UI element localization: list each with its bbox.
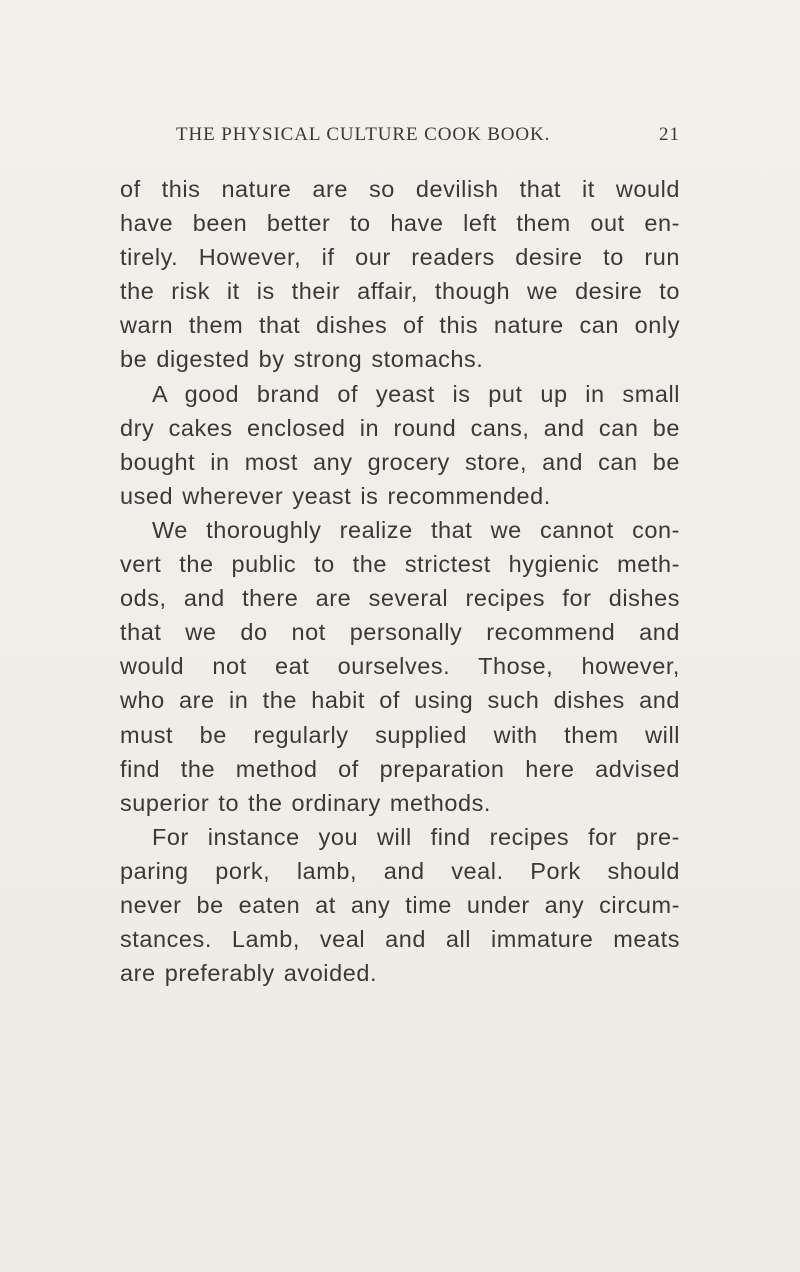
text-line: that we do not personally recommend and (120, 619, 680, 646)
text-line: tirely. However, if our readers desire to run (120, 244, 680, 271)
text-line: of this nature are so devilish that it would (120, 176, 680, 202)
text-line: superior to the ordinary methods. (120, 789, 491, 816)
text-line: must be regularly supplied with them will (120, 721, 680, 748)
text-line: vert the public to the strictest hygienic meth- (120, 551, 680, 578)
text-line: ods, and there are several recipes for dishes (120, 585, 680, 612)
text-line: find the method of preparation here advised (120, 755, 680, 782)
text-line: dry cakes enclosed in round cans, and can be (120, 414, 680, 441)
page-number: 21 (659, 124, 680, 145)
running-head: THE PHYSICAL CULTURE COOK BOOK. (176, 124, 551, 145)
text-line: who are in the habit of using such dishes and (120, 687, 680, 714)
text-line: would not eat ourselves. Those, however, (120, 653, 680, 680)
text-line: have been better to have left them out en- (120, 210, 680, 237)
text-line: never be eaten at any time under any circum- (120, 891, 680, 918)
text-line: For instance you will find recipes for pre- (152, 823, 680, 850)
text-line: used wherever yeast is recommended. (120, 482, 551, 509)
text-line: the risk it is their affair, though we desire to (120, 278, 680, 305)
text-line: stances. Lamb, veal and all immature meats (120, 926, 680, 953)
text-line: warn them that dishes of this nature can only (120, 312, 680, 339)
text-line: be digested by strong stomachs. (120, 346, 484, 373)
page-header (120, 124, 680, 156)
text-line: A good brand of yeast is put up in small (152, 380, 680, 407)
text-line: bought in most any grocery store, and can be (120, 448, 680, 475)
body-text (120, 172, 680, 990)
text-line: are preferably avoided. (120, 960, 378, 987)
text-line: We thoroughly realize that we cannot con- (152, 516, 680, 543)
text-line: paring pork, lamb, and veal. Pork should (120, 857, 680, 884)
